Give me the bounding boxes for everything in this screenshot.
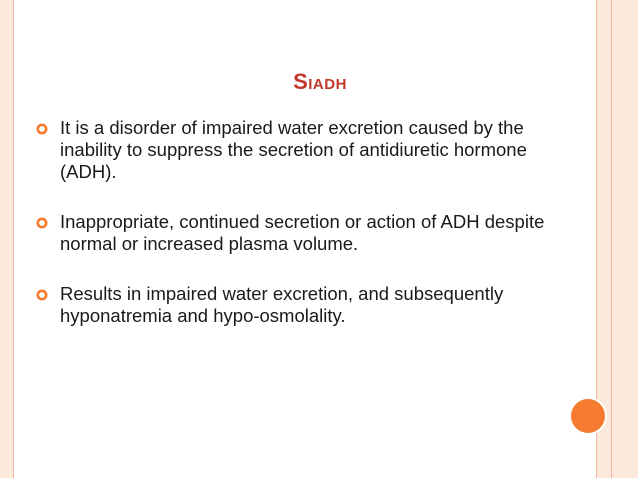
left-border-line (13, 0, 14, 478)
ring-bullet-icon (36, 211, 50, 233)
slide-title-rest: IADH (308, 76, 347, 93)
left-border-band (0, 0, 13, 478)
bullet-text: It is a disorder of impaired water excretion caused by the inability to suppress the secretion of antidiuretic hormone (ADH). (60, 117, 527, 182)
bullet-text: Inappropriate, continued secretion or action of ADH despite normal or increased plasma volume. (60, 211, 545, 254)
ring-bullet-icon (36, 283, 50, 305)
slide-title (200, 70, 440, 97)
slide-title-initial: S (293, 69, 309, 94)
bullet-list (36, 117, 556, 355)
ring-bullet-icon (36, 117, 50, 139)
right-border-band-outer (612, 0, 638, 478)
bullet-item (36, 211, 556, 255)
bullet-item (36, 283, 556, 327)
decorative-circle (569, 397, 607, 435)
bullet-item (36, 117, 556, 183)
bullet-text: Results in impaired water excretion, and subsequently hyponatremia and hypo-osmolality. (60, 283, 504, 326)
